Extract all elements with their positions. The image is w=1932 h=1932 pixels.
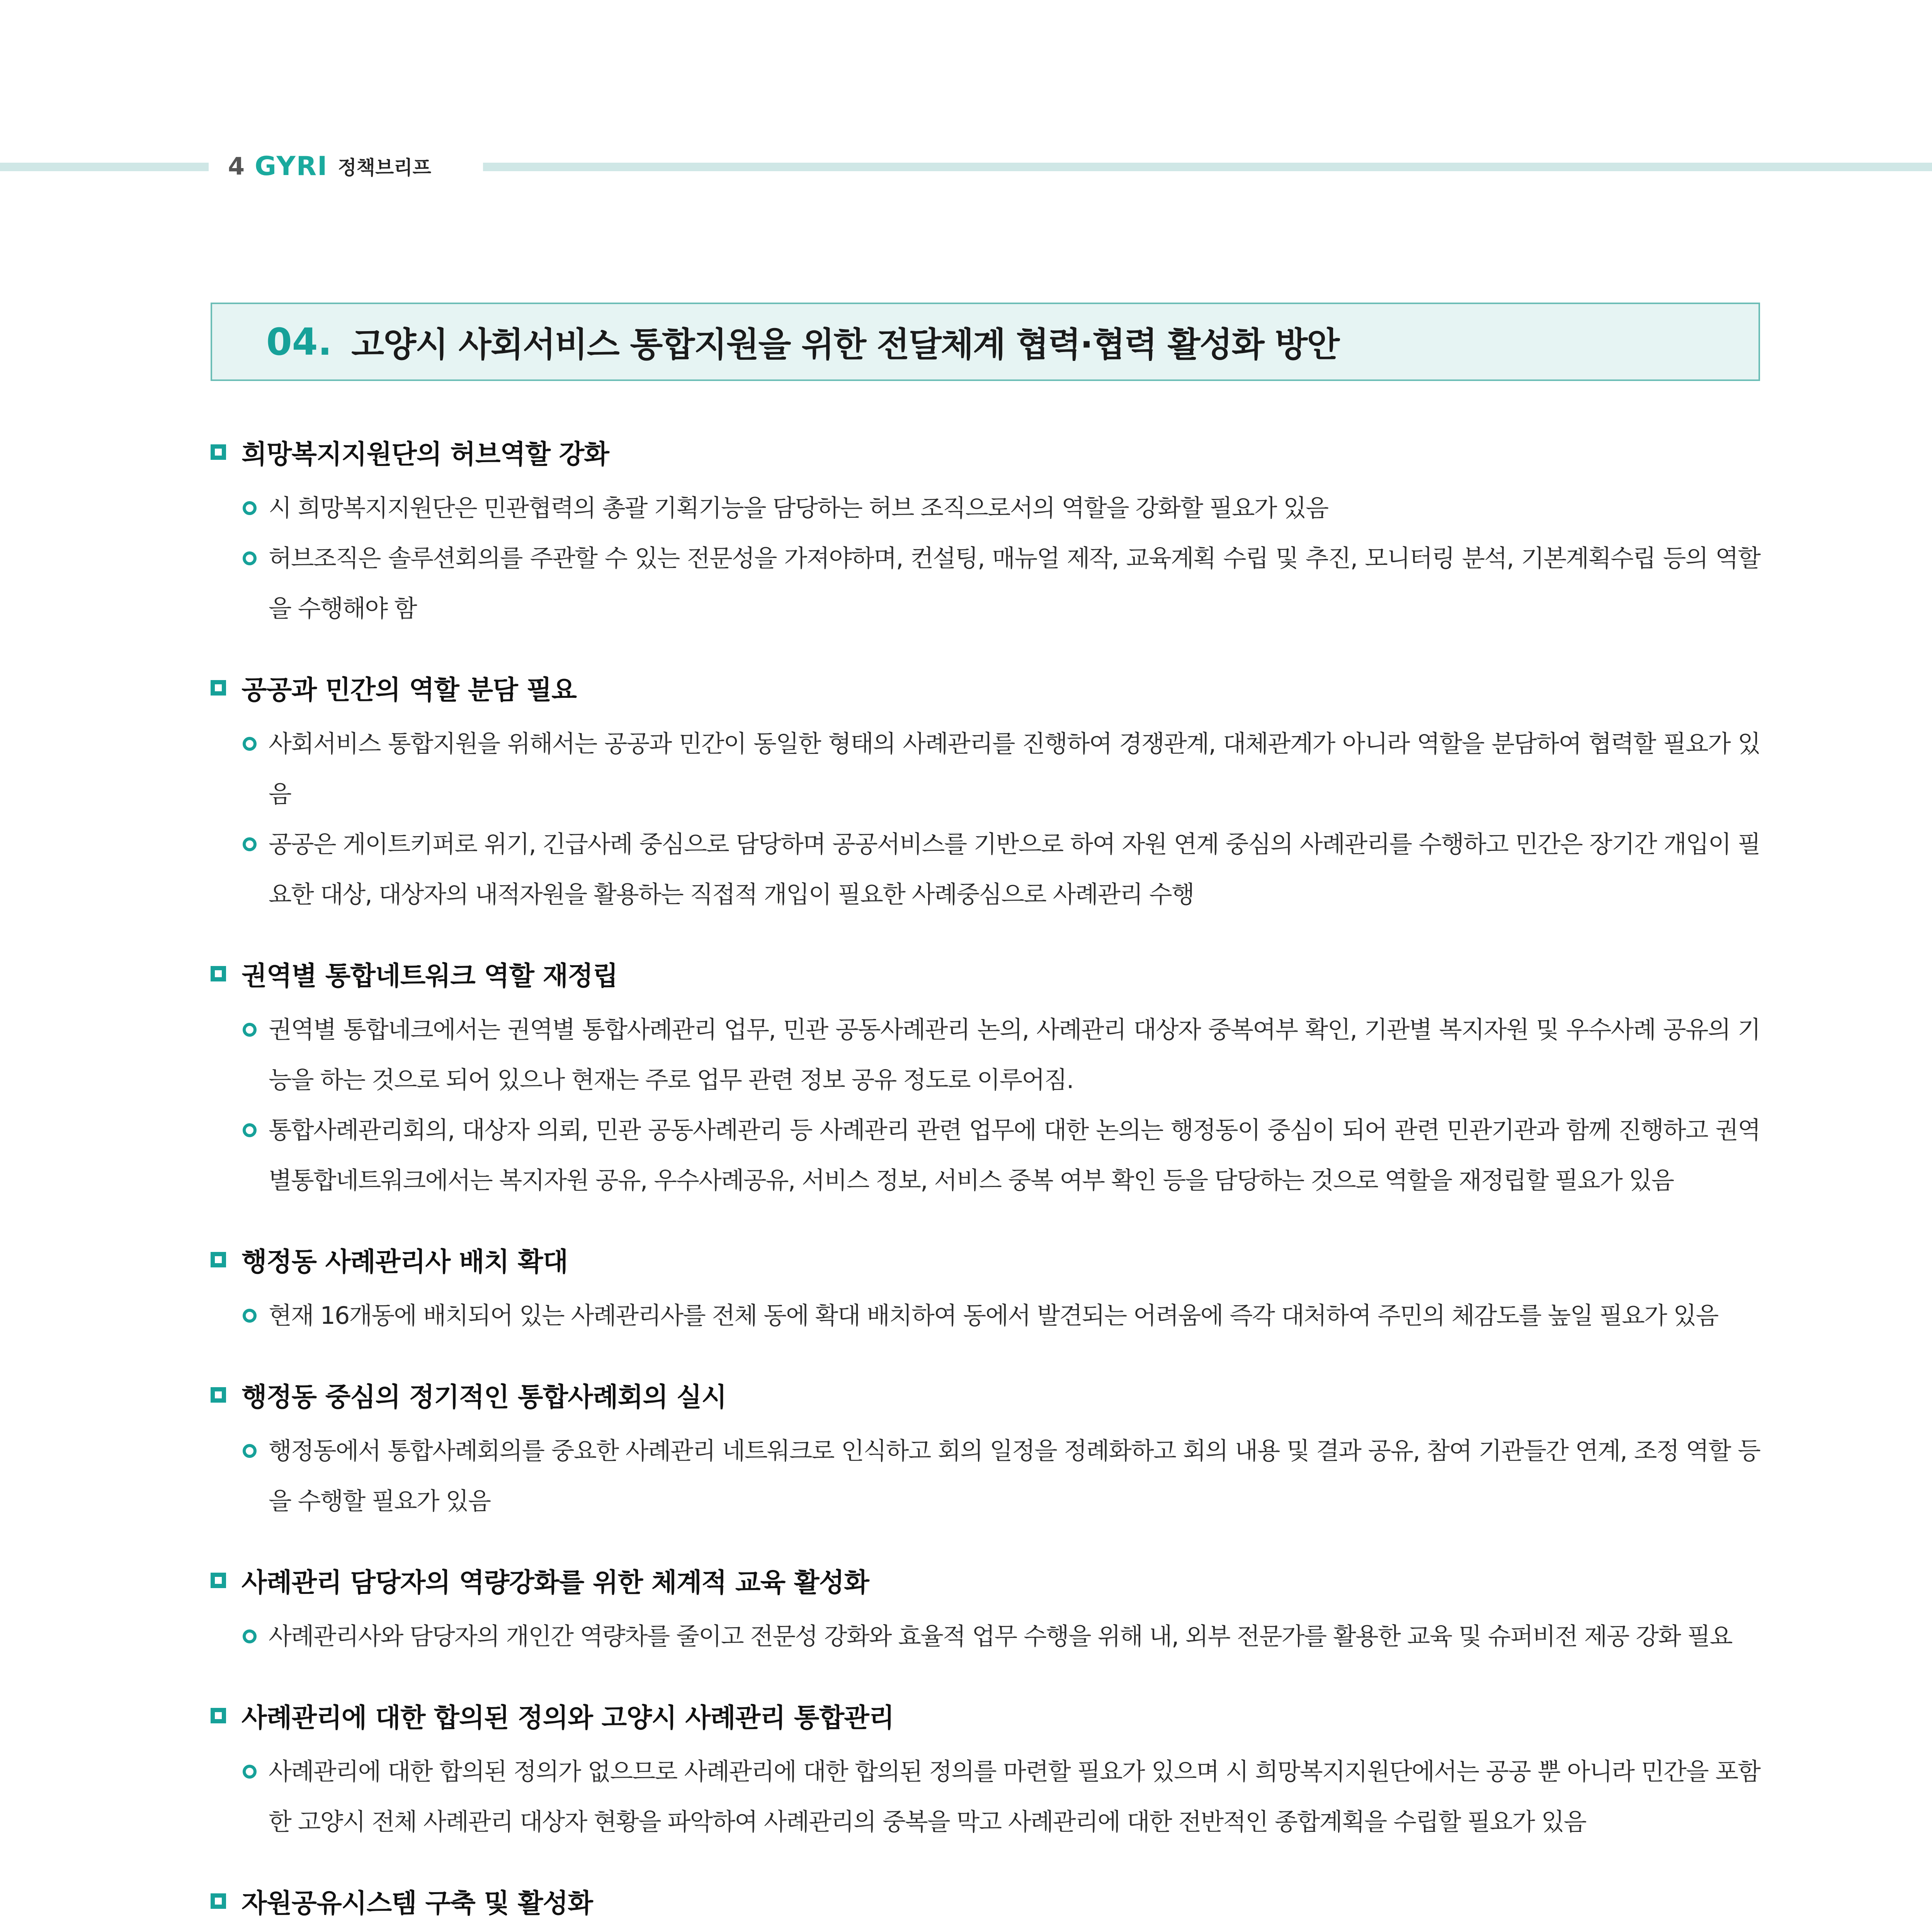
circle-bullet-icon	[243, 1765, 257, 1779]
section-case-meeting	[211, 1364, 1760, 1526]
square-bullet-icon	[211, 1387, 226, 1403]
item-text: 사례관리사와 담당자의 개인간 역량차를 줄이고 전문성 강화와 효율적 업무 수행을 위해 내, 외부 전문가를 활용한 교육 및 슈퍼비전 제공 강화 필요	[269, 1622, 1732, 1650]
list-item	[211, 819, 1760, 920]
square-bullet-icon	[211, 966, 226, 981]
square-bullet-icon	[211, 1573, 226, 1588]
section-title: 희망복지지원단의 허브역할 강화	[242, 439, 609, 470]
chapter-title-box	[211, 303, 1760, 381]
list-item	[211, 1291, 1760, 1341]
gyri-logo: GYRI	[255, 151, 328, 182]
header-rule-left	[0, 163, 209, 171]
chapter-title: 고양시 사회서비스 통합지원을 위한 전달체계 협력·협력 활성화 방안	[351, 324, 1339, 364]
item-text: 통합사례관리회의, 대상자 의뢰, 민관 공동사례관리 등 사례관리 관련 업무에 대한 논의는 행정동이 중심이 되어 관련 민관기관과 함께 진행하고 권역별통합네트워크에서는 복지자원 공유, 우수사례공유, 서비스 정보, 서비스 중복 여부 확인 등을 담당하는 것으로 역할을 재정립할 필요가 있음	[269, 1116, 1760, 1194]
list-item	[211, 1747, 1760, 1847]
item-text: 현재 16개동에 배치되어 있는 사례관리사를 전체 동에 확대 배치하여 동에서 발견되는 어려움에 즉각 대처하여 주민의 체감도를 높일 필요가 있음	[269, 1301, 1718, 1330]
item-text: 시 희망복지지원단은 민관협력의 총괄 기획기능을 담당하는 허브 조직으로서의 역할을 강화할 필요가 있음	[269, 494, 1328, 522]
circle-bullet-icon	[243, 1023, 257, 1037]
list-item	[211, 1611, 1760, 1662]
item-text: 사회서비스 통합지원을 위해서는 공공과 민간이 동일한 형태의 사례관리를 진행하여 경쟁관계, 대체관계가 아니라 역할을 분담하여 협력할 필요가 있음	[269, 730, 1760, 808]
chapter-number: 04.	[266, 320, 332, 364]
square-bullet-icon	[211, 1893, 226, 1909]
header-rule-right	[483, 163, 1932, 171]
section-title: 자원공유시스템 구축 및 활성화	[242, 1888, 593, 1919]
item-text: 권역별 통합네크에서는 권역별 통합사례관리 업무, 민관 공동사례관리 논의, 사례관리 대상자 중복여부 확인, 기관별 복지자원 및 우수사례 공유의 기능을 하는 것으로 되어 있으나 현재는 주로 업무 관련 정보 공유 정도로 이루어짐.	[269, 1015, 1760, 1094]
list-item	[211, 1005, 1760, 1105]
square-bullet-icon	[211, 1252, 226, 1267]
list-item	[211, 533, 1760, 634]
section-case-manager	[211, 1229, 1760, 1341]
square-bullet-icon	[211, 680, 226, 696]
section-title: 행정동 사례관리사 배치 확대	[242, 1247, 568, 1277]
section-hub-role	[211, 421, 1760, 634]
section-resource-system	[211, 1870, 1760, 1932]
circle-bullet-icon	[243, 837, 257, 851]
square-bullet-icon	[211, 1708, 226, 1723]
circle-bullet-icon	[243, 1309, 257, 1323]
publication-name: 정책브리프	[338, 156, 431, 179]
list-item	[211, 483, 1760, 533]
circle-bullet-icon	[243, 1629, 257, 1643]
page-header	[228, 149, 431, 184]
section-definition	[211, 1685, 1760, 1847]
section-title: 사례관리 담당자의 역량강화를 위한 체계적 교육 활성화	[242, 1567, 869, 1598]
item-text: 행정동에서 통합사례회의를 중요한 사례관리 네트워크로 인식하고 회의 일정을 정례화하고 회의 내용 및 결과 공유, 참여 기관들간 연계, 조정 역할 등을 수행할 필요가 있음	[269, 1437, 1760, 1515]
item-text: 공공은 게이트키퍼로 위기, 긴급사례 중심으로 담당하며 공공서비스를 기반으로 하여 자원 연계 중심의 사례관리를 수행하고 민간은 장기간 개입이 필요한 대상, 대상자의 내적자원을 활용하는 직접적 개입이 필요한 사례중심으로 사례관리 수행	[269, 830, 1760, 908]
circle-bullet-icon	[243, 501, 257, 515]
page-number: 4	[228, 152, 245, 180]
square-bullet-icon	[211, 444, 226, 460]
section-role-division	[211, 657, 1760, 920]
section-title: 행정동 중심의 정기적인 통합사례회의 실시	[242, 1382, 727, 1413]
item-text: 사례관리에 대한 합의된 정의가 없으므로 사례관리에 대한 합의된 정의를 마련할 필요가 있으며 시 희망복지지원단에서는 공공 뿐 아니라 민간을 포함한 고양시 전체 사례관리 대상자 현황을 파악하여 사례관리의 중복을 막고 사례관리에 대한 전반적인 종합계획을 수립할 필요가 있음	[269, 1757, 1760, 1836]
list-item	[211, 719, 1760, 819]
circle-bullet-icon	[243, 1123, 257, 1137]
section-title: 사례관리에 대한 합의된 정의와 고양시 사례관리 통합관리	[242, 1702, 894, 1733]
circle-bullet-icon	[243, 737, 257, 751]
circle-bullet-icon	[243, 1444, 257, 1458]
section-education	[211, 1549, 1760, 1662]
section-regional-network	[211, 943, 1760, 1206]
list-item	[211, 1426, 1760, 1526]
item-text: 허브조직은 솔루션회의를 주관할 수 있는 전문성을 가져야하며, 컨설팅, 매뉴얼 제작, 교육계획 수립 및 추진, 모니터링 분석, 기본계획수립 등의 역할을 수행해야 함	[269, 544, 1760, 622]
section-title: 공공과 민간의 역할 분담 필요	[242, 675, 577, 706]
section-title: 권역별 통합네트워크 역할 재정립	[242, 961, 618, 992]
list-item	[211, 1105, 1760, 1206]
circle-bullet-icon	[243, 551, 257, 565]
document-body	[211, 421, 1760, 1932]
